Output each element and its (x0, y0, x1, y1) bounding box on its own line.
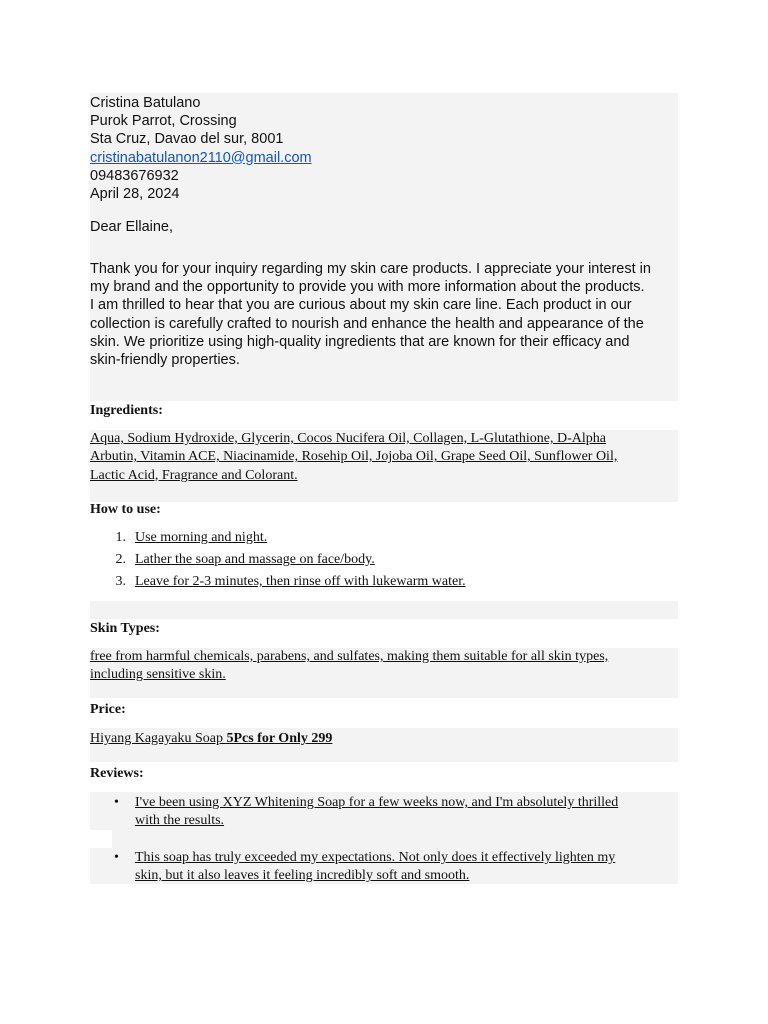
greeting: Dear Ellaine, (90, 219, 174, 235)
step-text: Leave for 2-3 minutes, then rinse off with lukewarm water. (135, 574, 466, 589)
price-text (90, 730, 678, 748)
intro-line: my brand and the opportunity to provide you with more information about the products. (90, 279, 645, 296)
step-number: 2. (115, 552, 126, 567)
bullet-icon: • (114, 850, 119, 865)
step-text: Use morning and night. (135, 530, 268, 545)
skin-types-line: free from harmful chemicals, parabens, and sulfates, making them suitable for all skin types, (90, 649, 609, 664)
intro-line: I am thrilled to hear that you are curious about my skin care line. Each product in our (90, 297, 632, 314)
intro-line: Thank you for your inquiry regarding my skin care products. I appreciate your interest in (90, 261, 651, 277)
sender-email-link[interactable]: cristinabatulanon2110@gmail.com (90, 149, 312, 166)
price-offer: 5Pcs for Only 299 (226, 731, 333, 746)
sender-name: Cristina Batulano (90, 95, 201, 111)
ingredients-line: Arbutin, Vitamin ACE, Niacinamide, Rosehip Oil, Jojoba Oil, Grape Seed Oil, Sunflower Oil, (90, 449, 618, 465)
sender-address-line1: Purok Parrot, Crossing (90, 113, 237, 130)
ingredients-line: Lactic Acid, Fragrance and Colorant. (90, 467, 298, 483)
sender-address-line2: Sta Cruz, Davao del sur, 8001 (90, 131, 284, 148)
step-text: Lather the soap and massage on face/body. (135, 552, 375, 567)
step-number: 1. (115, 530, 126, 545)
price-product: Hiyang Kagayaku Soap (90, 731, 227, 746)
sender-block (90, 94, 678, 203)
sender-phone: 09483676932 (90, 167, 179, 184)
ingredients-heading: Ingredients: (90, 403, 163, 418)
letter-date: April 28, 2024 (90, 186, 180, 203)
howto-gap-shade (90, 601, 678, 619)
review-line: with the results. (135, 813, 225, 829)
ingredients-line: Aqua, Sodium Hydroxide, Glycerin, Cocos Nucifera Oil, Collagen, L-Glutathione, D-Alpha (90, 431, 606, 446)
review-item (90, 794, 678, 834)
ingredients-list (90, 430, 678, 485)
intro-line: skin-friendly properties. (90, 352, 240, 369)
skin-types-text (90, 648, 678, 685)
skin-types-heading: Skin Types: (90, 621, 160, 636)
skin-types-line: including sensitive skin. (90, 667, 226, 683)
price-heading: Price: (90, 702, 126, 717)
intro-paragraph (90, 260, 678, 369)
step-number: 3. (115, 574, 126, 589)
intro-line: collection is carefully crafted to nourish and enhance the health and appearance of the (90, 315, 644, 332)
bullet-icon: • (114, 795, 119, 810)
review-line: skin, but it also leaves it feeling incredibly soft and smooth. (135, 868, 470, 884)
reviews-heading: Reviews: (90, 766, 144, 781)
review-item (90, 849, 678, 889)
review-line: This soap has truly exceeded my expectations. Not only does it effectively lighten my (135, 850, 616, 865)
how-to-use-heading: How to use: (90, 502, 161, 517)
review-line: I've been using XYZ Whitening Soap for a few weeks now, and I'm absolutely thrilled (135, 795, 619, 810)
intro-line: skin. We prioritize using high-quality ingredients that are known for their efficacy and (90, 333, 630, 350)
